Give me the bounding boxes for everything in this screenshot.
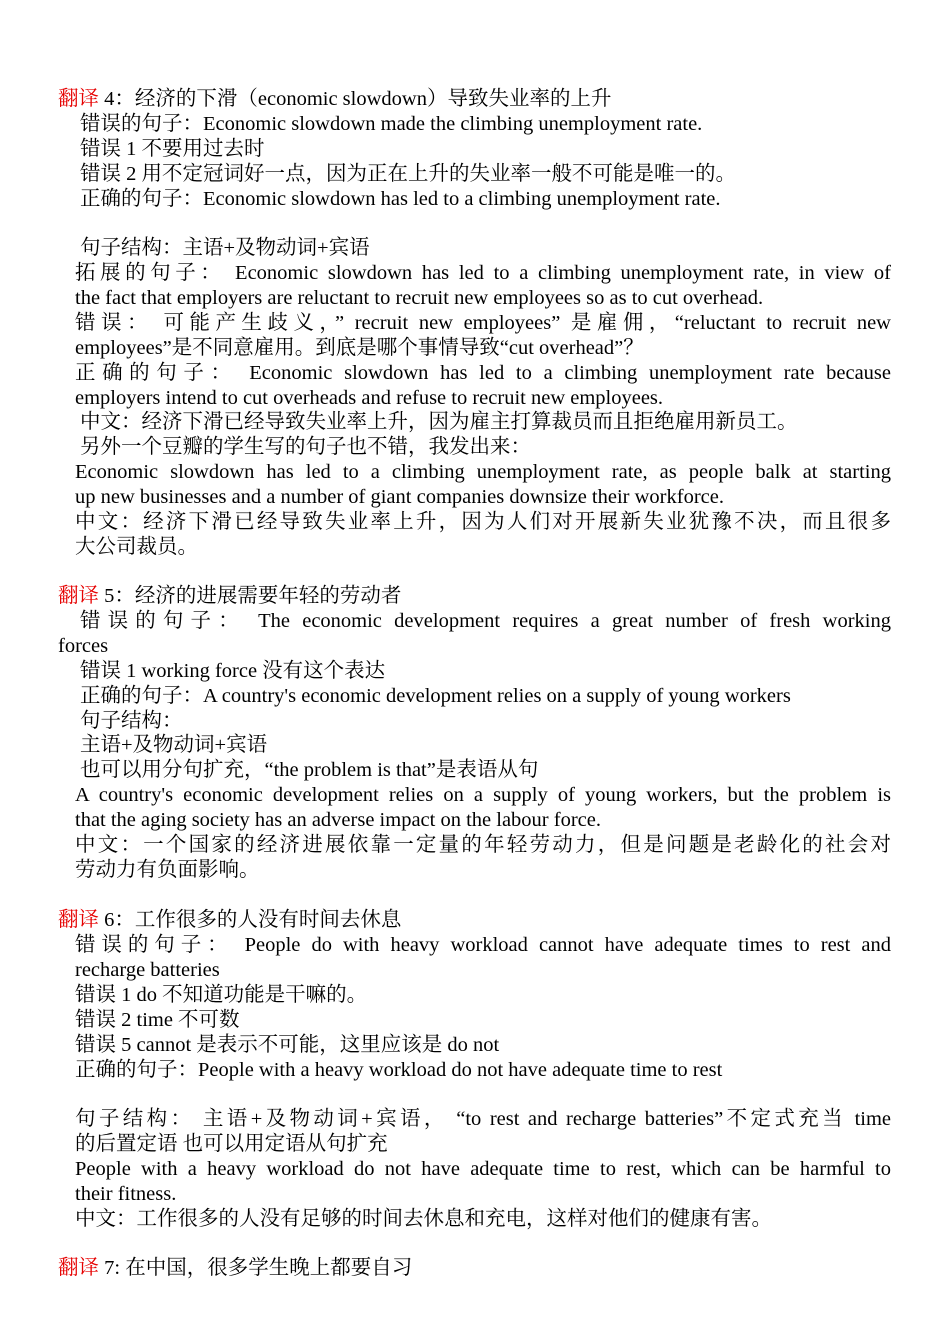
text-line: Economic slowdown has led to a climbing unemployment rate, as people balk at starting — [75, 461, 891, 483]
text-line: 劳动力有负面影响。 — [75, 859, 260, 881]
text-line: 正确的句子：Economic slowdown has led to a climbing unemployment rate. — [80, 188, 721, 210]
text-line: 错误 5 cannot 是表示不可能，这里应该是 do not — [75, 1034, 500, 1056]
text-line: forces — [58, 635, 109, 657]
text-line: 中文：经济下滑已经导致失业率上升，因为雇主打算裁员而且拒绝雇用新员工。 — [80, 411, 798, 433]
heading-label: 翻译 — [58, 88, 99, 110]
text-line: 中文：工作很多的人没有足够的时间去休息和充电，这样对他们的健康有害。 — [75, 1208, 772, 1230]
text-line: up new businesses and a number of giant companies downsize their workforce. — [75, 486, 724, 508]
text-line: that the aging society has an adverse impact on the labour force. — [75, 809, 601, 831]
heading-label: 翻译 — [58, 909, 99, 931]
heading-text: 5：经济的进展需要年轻的劳动者 — [99, 585, 402, 607]
text-line: the fact that employers are reluctant to recruit new employees so as to cut overhead. — [75, 287, 764, 309]
section-heading — [58, 908, 401, 933]
heading-text: 4：经济的下滑（economic slowdown）导致失业率的上升 — [99, 88, 612, 110]
text-line: 正确的句子： Economic slowdown has led to a climbing unemployment rate because — [75, 362, 891, 384]
text-line: 错误 1 do 不知道功能是干嘛的。 — [75, 984, 368, 1006]
text-line: 大公司裁员。 — [75, 536, 198, 558]
text-line: 错误 2 用不定冠词好一点，因为正在上升的失业率一般不可能是唯一的。 — [80, 163, 736, 185]
text-line: 句子结构： 主语+及物动词+宾语， “to rest and recharge batteries”不定式充当 time — [75, 1108, 891, 1130]
heading-label: 翻译 — [58, 1257, 99, 1279]
text-line: employees”是不同意雇用。到底是哪个事情导致“cut overhead”？ — [75, 337, 644, 359]
section-heading — [58, 1256, 412, 1281]
text-line: 错误 1 working force 没有这个表达 — [80, 660, 386, 682]
heading-label: 翻译 — [58, 585, 99, 607]
text-line: 错误 2 time 不可数 — [75, 1009, 240, 1031]
heading-text: 7: 在中国，很多学生晚上都要自习 — [99, 1257, 413, 1279]
text-line: 正确的句子：People with a heavy workload do not have adequate time to rest — [75, 1059, 723, 1081]
text-line: 中文：经济下滑已经导致失业率上升，因为人们对开展新失业犹豫不决，而且很多 — [75, 511, 891, 533]
text-line: 主语+及物动词+宾语 — [80, 734, 268, 756]
text-line: 错误 1 不要用过去时 — [80, 138, 265, 160]
text-line: employers intend to cut overheads and refuse to recruit new employees. — [75, 387, 664, 409]
section-heading — [58, 87, 611, 112]
text-line: 句子结构： — [80, 710, 183, 732]
heading-text: 6：工作很多的人没有时间去休息 — [99, 909, 402, 931]
text-line: 正确的句子：A country's economic development relies on a supply of young workers — [80, 685, 791, 707]
text-line: 错误的句子： The economic development requires a great number of fresh working — [80, 610, 891, 632]
text-line: recharge batteries — [75, 959, 220, 981]
text-line: 错误： 可能产生歧义，” recruit new employees” 是雇佣，“reluctant to recruit new — [75, 312, 891, 334]
text-line: 的后置定语 也可以用定语从句扩充 — [75, 1133, 388, 1155]
text-line: 错误的句子：Economic slowdown made the climbing unemployment rate. — [80, 113, 703, 135]
text-line: 也可以用分句扩充，“the problem is that”是表语从句 — [80, 759, 539, 781]
text-line: 句子结构：主语+及物动词+宾语 — [80, 237, 370, 259]
text-line: 另外一个豆瓣的学生写的句子也不错，我发出来： — [80, 436, 531, 458]
text-line: 中文：一个国家的经济进展依靠一定量的年轻劳动力，但是问题是老龄化的社会对 — [75, 834, 891, 856]
text-line: 拓展的句子： Economic slowdown has led to a climbing unemployment rate, in view of — [75, 262, 891, 284]
text-line: People with a heavy workload do not have adequate time to rest, which can be harmful to — [75, 1158, 891, 1180]
text-line: A country's economic development relies on a supply of young workers, but the problem is — [75, 784, 891, 806]
text-line: 错误的句子： People do with heavy workload cannot have adequate times to rest and — [75, 934, 891, 956]
section-heading — [58, 584, 401, 609]
text-line: their fitness. — [75, 1183, 177, 1205]
